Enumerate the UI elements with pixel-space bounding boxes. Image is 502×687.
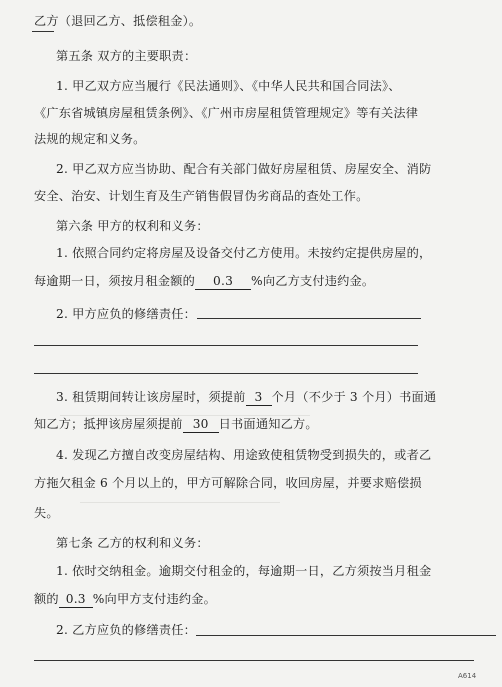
article-6-item-1-line-2: 每逾期一日，须按月租金额的 0.3 %向乙方支付违约金。 [34, 274, 375, 288]
tenant-repair-blank-2 [34, 660, 474, 661]
article-7-item-1-line-1: 1. 依时交纳租金。逾期交付租金的，每逾期一日，乙方须按当月租金 [56, 564, 432, 578]
article-7-heading: 第七条 乙方的权利和义务： [56, 536, 209, 550]
article-6-item-1-line-1: 1. 依照合同约定将房屋及设备交付乙方使用。未按约定提供房屋的， [56, 246, 432, 260]
article-6-heading: 第六条 甲方的权利和义务： [56, 219, 209, 233]
scan-mark [80, 502, 280, 503]
tenant-repair-blank-1 [196, 635, 496, 636]
article-5-item-2-line-2: 安全、治安、计划生育及生产销售假冒伪劣商品的查处工作。 [34, 189, 369, 203]
landlord-penalty-rate-field: 0.3 [195, 273, 251, 290]
article-6-item-2: 2. 甲方应负的修缮责任： [56, 307, 196, 321]
article-5-item-1-line-3: 法规的规定和义务。 [34, 132, 146, 146]
article-6-item-3-line-2: 知乙方；抵押该房屋须提前 30 日书面通知乙方。 [34, 417, 318, 431]
article-7-item-1-line-2: 额的 0.3 %向甲方支付违约金。 [34, 592, 217, 606]
article-6-item-4-line-3: 失。 [34, 506, 59, 520]
transfer-notice-months-field: 3 [246, 389, 272, 406]
tenant-penalty-rate-field: 0.3 [59, 591, 93, 608]
article-5-item-2-line-1: 2. 甲乙双方应当协助、配合有关部门做好房屋租赁、房屋安全、消防 [56, 162, 432, 176]
article-7-item-2: 2. 乙方应负的修缮责任： [56, 623, 196, 637]
landlord-repair-blank-1 [197, 318, 421, 319]
article-6-item-4-line-1: 4. 发现乙方擅自改变房屋结构、用途致使租赁物受到损失的，或者乙 [56, 448, 432, 462]
line-refund-clause: 乙方（退回乙方、抵偿租金）。 [34, 14, 202, 28]
article-5-item-1-line-2: 《广东省城镇房屋租赁条例》、《广州市房屋租赁管理规定》等有关法律 [34, 106, 419, 120]
article-6-item-3-line-1: 3. 租赁期间转让该房屋时，须提前 3 个月（不少于 3 个月）书面通 [56, 390, 437, 404]
article-6-item-4-line-2: 方拖欠租金 6 个月以上的，甲方可解除合同，收回房屋，并要求赔偿损 [34, 476, 422, 490]
article-5-heading: 第五条 双方的主要职责： [56, 49, 197, 63]
page-number: A614 [458, 672, 477, 680]
mortgage-notice-days-field: 30 [183, 416, 219, 433]
article-5-item-1-line-1: 1. 甲乙双方应当履行《民法通则》、《中华人民共和国合同法》、 [56, 79, 401, 93]
landlord-repair-blank-2 [34, 345, 418, 346]
landlord-repair-blank-3 [34, 373, 418, 374]
underline-mark [32, 31, 54, 32]
